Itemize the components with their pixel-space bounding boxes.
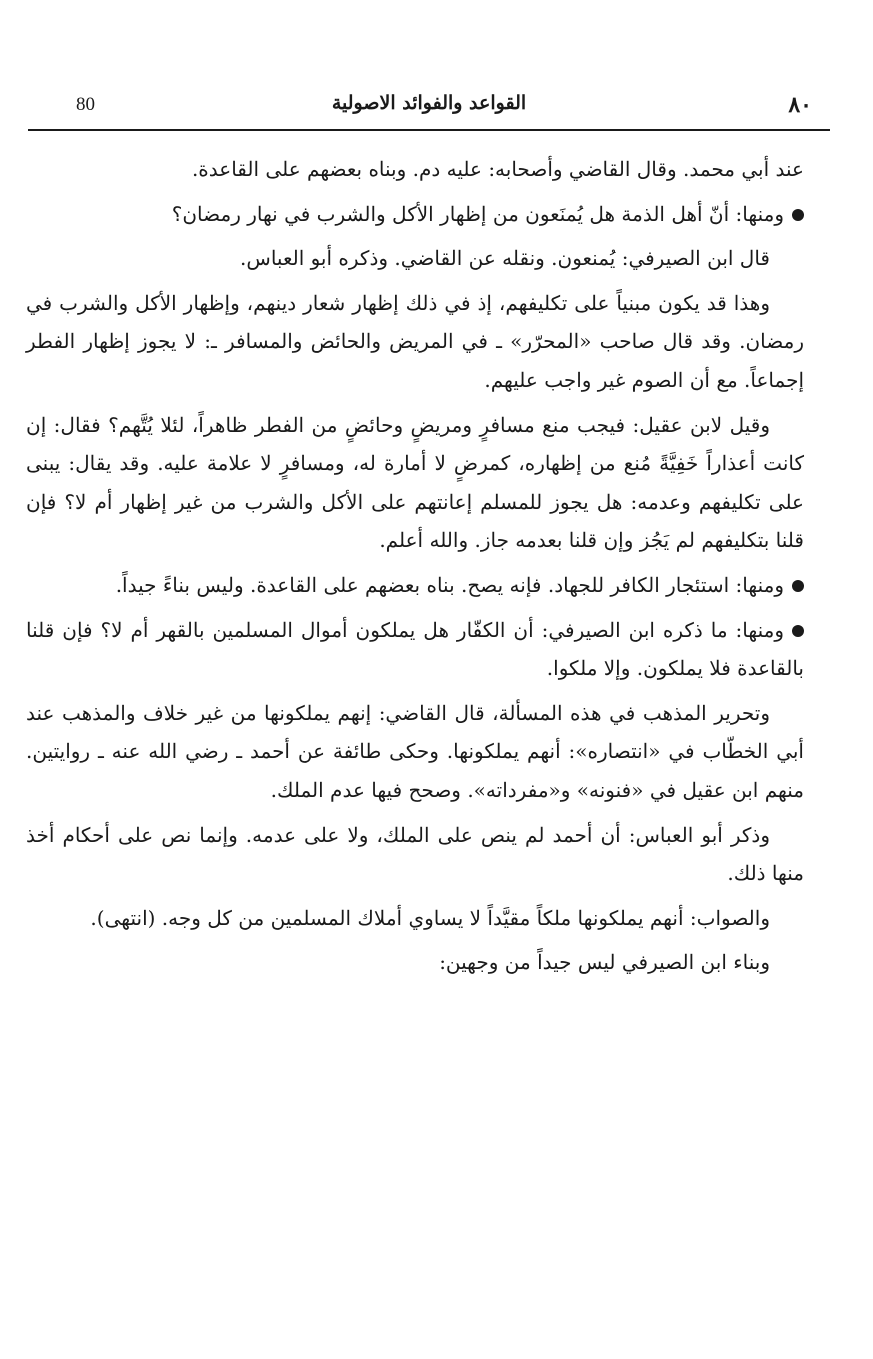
page-number-arabic: ٨٠ — [788, 92, 812, 118]
paragraph-8: وتحرير المذهب في هذه المسألة، قال القاضي: إنهم يملكونها من غير خلاف والمذهب عند أبي الخطّاب في «انتصاره»: أنهم يملكونها. وحكى طائفة عن أحمد ـ رضي الله عنه ـ روايتين. منهم ابن عقيل في «فنونه» و«مفرداته». وصحح فيها عدم الملك. — [26, 700, 804, 802]
paragraph-11: وبناء ابن الصيرفي ليس جيداً من وجهين: — [439, 950, 770, 975]
page-number-latin: 80 — [76, 94, 95, 115]
paragraph-10: والصواب: أنهم يملكونها ملكاً مقيَّداً لا يساوي أملاك المسلمين من كل وجه. (انتهى). — [90, 905, 770, 930]
paragraph-1: عند أبي محمد. وقال القاضي وأصحابه: عليه دم. وبناه بعضهم على القاعدة. — [191, 157, 804, 181]
paragraph-6: ومنها: استئجار الكافر للجهاد. فإنه يصح. بناه بعضهم على القاعدة. وليس بناءً جيداً. — [26, 566, 804, 605]
paragraph-2: ومنها: أنّ أهل الذمة هل يُمنَعون من إظهار الأكل والشرب في نهار رمضان؟ — [26, 195, 804, 234]
paragraph-9: وذكر أبو العباس: أن أحمد لم ينص على الملك، ولا على عدمه. وإنما نص على أحكام أخذ منها ذلك. — [26, 822, 804, 886]
paragraph-5: وقيل لابن عقيل: فيجب منع مسافرٍ ومريضٍ وحائضٍ من الفطر ظاهراً، لئلا يُتَّهم؟ فقال: إن كانت أعذاراً خَفِيَّةً مُنع من إظهاره، كمرضٍ لا أمارة له، ومسافرٍ لا علامة عليه. وقد يقال: يبنى على تكليفهم وعدمه: هل يجوز للمسلم إعانتهم على الأكل والشرب من غير إظهار أم لا؟ فإن قلنا بتكليفهم لم يَجُز وإن قلنا بعدمه جاز. والله أعلم. — [26, 412, 804, 553]
header-divider — [28, 129, 830, 131]
running-title: القواعد والفوائد الاصولية — [331, 92, 527, 114]
bullet-icon — [792, 580, 804, 592]
page-header — [28, 86, 830, 130]
paragraph-4: وهذا قد يكون مبنياً على تكليفهم، إذ في ذلك إظهار شعار دينهم، وإظهار الأكل والشرب في رمضان. وقد قال صاحب «المحرّر» ـ في المريض والحائض والمسافر ـ: لا يجوز إظهار الفطر إجماعاً. مع أن الصوم غير واجب عليهم. — [26, 290, 804, 392]
page-body — [26, 150, 804, 988]
paragraph-7: ومنها: ما ذكره ابن الصيرفي: أن الكفّار هل يملكون أموال المسلمين بالقهر أم لا؟ فإن قلنا بالقاعدة فلا يملكون. وإلا ملكوا. — [26, 617, 804, 681]
bullet-icon — [792, 625, 804, 637]
paragraph-3: قال ابن الصيرفي: يُمنعون. ونقله عن القاضي. وذكره أبو العباس. — [240, 246, 770, 271]
bullet-icon — [792, 209, 804, 221]
